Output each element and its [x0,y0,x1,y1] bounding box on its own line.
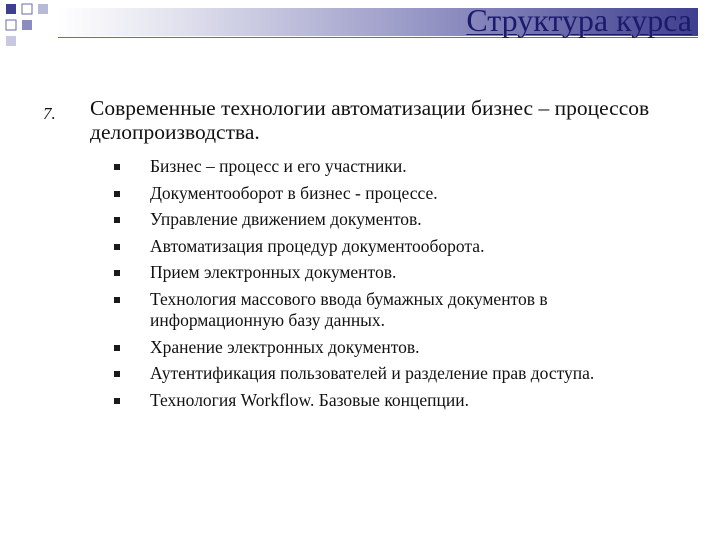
list-item-text: Управление движением документов. [150,209,422,229]
list-item [112,363,682,385]
square-bullet-icon [114,345,120,351]
slide-title: Структура курса [466,2,692,38]
list-item-text: Бизнес – процесс и его участники. [150,156,407,176]
decorative-squares-icon [0,0,60,50]
topic-list [112,156,682,416]
square-bullet-icon [114,217,120,223]
square-bullet-icon [114,244,120,250]
list-item [112,337,682,359]
list-item-text: Хранение электронных документов. [150,336,420,357]
square-bullet-icon [114,270,120,276]
list-item [112,262,682,284]
square-bullet-icon [114,297,120,303]
list-item [112,390,682,412]
list-item [112,289,682,332]
square-bullet-icon [114,398,120,404]
list-item-text: Прием электронных документов. [150,262,397,282]
square-bullet-icon [114,164,120,170]
list-item [112,209,682,231]
list-item [112,156,682,178]
square-bullet-icon [114,371,120,377]
section-heading: Современные технологии автоматизации бизнес – процессов делопроизводства. [90,96,650,144]
list-item-text: Технология Workflow. Базовые концепции. [150,389,470,410]
list-item-text: Автоматизация процедур документооборота. [150,235,485,256]
list-item-text: Аутентификация пользователей и разделение прав доступа. [150,363,595,383]
section-number: 7. [43,104,56,123]
square-bullet-icon [114,191,120,197]
list-item-text: Документооборот в бизнес - процессе. [150,182,438,203]
list-item [112,183,682,205]
list-item-text: Технология массового ввода бумажных документов в информационную базу данных. [150,288,548,330]
list-item [112,236,682,258]
